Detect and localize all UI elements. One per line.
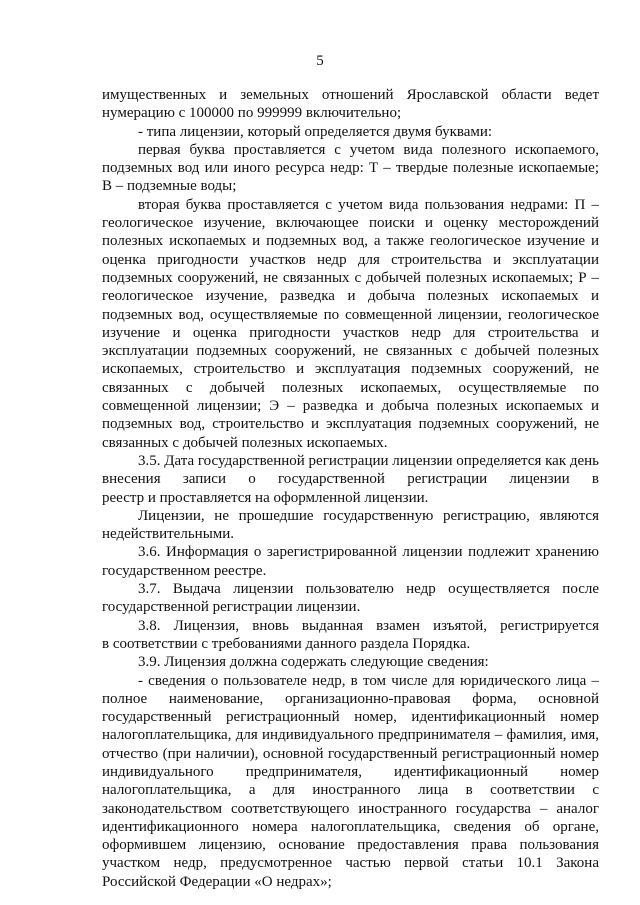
page-number: 5	[316, 53, 324, 69]
text-line: подземных вод, осуществляемые по совмещенной лицензии, геологическое	[102, 306, 599, 323]
text-line: налогоплательщика, а для иностранного лица в соответствии с	[102, 782, 599, 799]
text-line: имущественных и земельных отношений Ярославской области ведет	[102, 87, 599, 103]
text-line: идентификационного номера налогоплательщика, сведения об органе,	[102, 818, 599, 835]
text-line: недействительными.	[102, 526, 235, 543]
text-line: оформившем лицензию, основание предоставления права пользования	[102, 837, 599, 854]
text-line: подземных вод или иного ресурса недр: Т – твердые полезные ископаемые;	[102, 160, 599, 177]
text-line: геологическое изучение, включающее поиски и оценку месторождений	[102, 215, 599, 232]
text-line: полезных ископаемых и подземных вод, а также геологическое изучение и	[102, 233, 599, 250]
text-line: реестр и проставляется на оформленной лицензии.	[102, 489, 429, 506]
text-line: эксплуатации подземных сооружений, не связанных с добычей полезных	[102, 343, 599, 360]
document-body	[102, 86, 599, 891]
text-line: участком недр, предусмотренное частью первой статьи 10.1 Закона	[102, 855, 599, 872]
text-line: геологическое изучение, разведка и добыча полезных ископаемых и	[102, 288, 599, 305]
text-line: подземных сооружений, не связанных с добычей полезных ископаемых; Р –	[102, 269, 599, 286]
text-line: изучение и оценка пригодности участков недр для строительства и	[102, 324, 599, 341]
text-line: первая буква проставляется с учетом вида полезного ископаемого,	[138, 141, 599, 158]
text-line: В – подземные воды;	[102, 178, 237, 195]
text-line: государственный регистрационный номер, идентификационный номер	[102, 709, 599, 726]
text-line: Российской Федерации «О недрах»;	[102, 873, 332, 890]
text-line: полное наименование, организационно-правовая форма, основной	[102, 690, 599, 707]
text-line: - сведения о пользователе недр, в том числе для юридического лица –	[138, 672, 599, 689]
text-line: в соответствии с требованиями данного раздела Порядка.	[102, 635, 471, 652]
text-line: ископаемых, строительство и эксплуатация подземных сооружений, не	[102, 361, 599, 378]
text-line: 3.7. Выдача лицензии пользователю недр осуществляется после	[138, 581, 599, 598]
text-line: вторая буква проставляется с учетом вида пользования недрами: П –	[138, 196, 599, 213]
text-line: налогоплательщика, для индивидуального предпринимателя – фамилия, имя,	[102, 727, 599, 744]
text-line: подземных вод, строительство и эксплуатация подземных сооружений, не	[102, 416, 599, 433]
text-line: отчество (при наличии), основной государственный регистрационный номер	[102, 745, 599, 762]
text-line: - типа лицензии, который определяется двумя буквами:	[138, 123, 493, 140]
text-line: законодательством соответствующего иностранного государства – аналог	[102, 800, 599, 817]
text-line: 3.5. Дата государственной регистрации лицензии определяется как день	[138, 452, 599, 469]
text-line: оценка пригодности участков недр для строительства и эксплуатации	[102, 251, 599, 268]
text-line: нумерацию с 100000 по 999999 включительно;	[102, 105, 402, 122]
text-line: 3.9. Лицензия должна содержать следующие сведения:	[138, 654, 489, 671]
text-line: индивидуального предпринимателя, идентификационный номер	[102, 763, 599, 780]
text-line: внесения записи о государственной регистрации лицензии в	[102, 471, 599, 488]
text-line: государственной регистрации лицензии.	[102, 599, 361, 616]
text-line: 3.8. Лицензия, вновь выданная взамен изъятой, регистрируется	[138, 617, 599, 634]
text-line: Лицензии, не прошедшие государственную регистрацию, являются	[138, 507, 599, 524]
text-line: государственном реестре.	[102, 562, 267, 579]
text-line: связанных с добычей полезных ископаемых.	[102, 434, 388, 451]
text-line: связанных с добычей полезных ископаемых, осуществляемые по	[102, 379, 599, 396]
text-line: 3.6. Информация о зарегистрированной лицензии подлежит хранению	[138, 544, 599, 561]
text-line: совмещенной лицензии; Э – разведка и добыча полезных ископаемых и	[102, 398, 599, 415]
